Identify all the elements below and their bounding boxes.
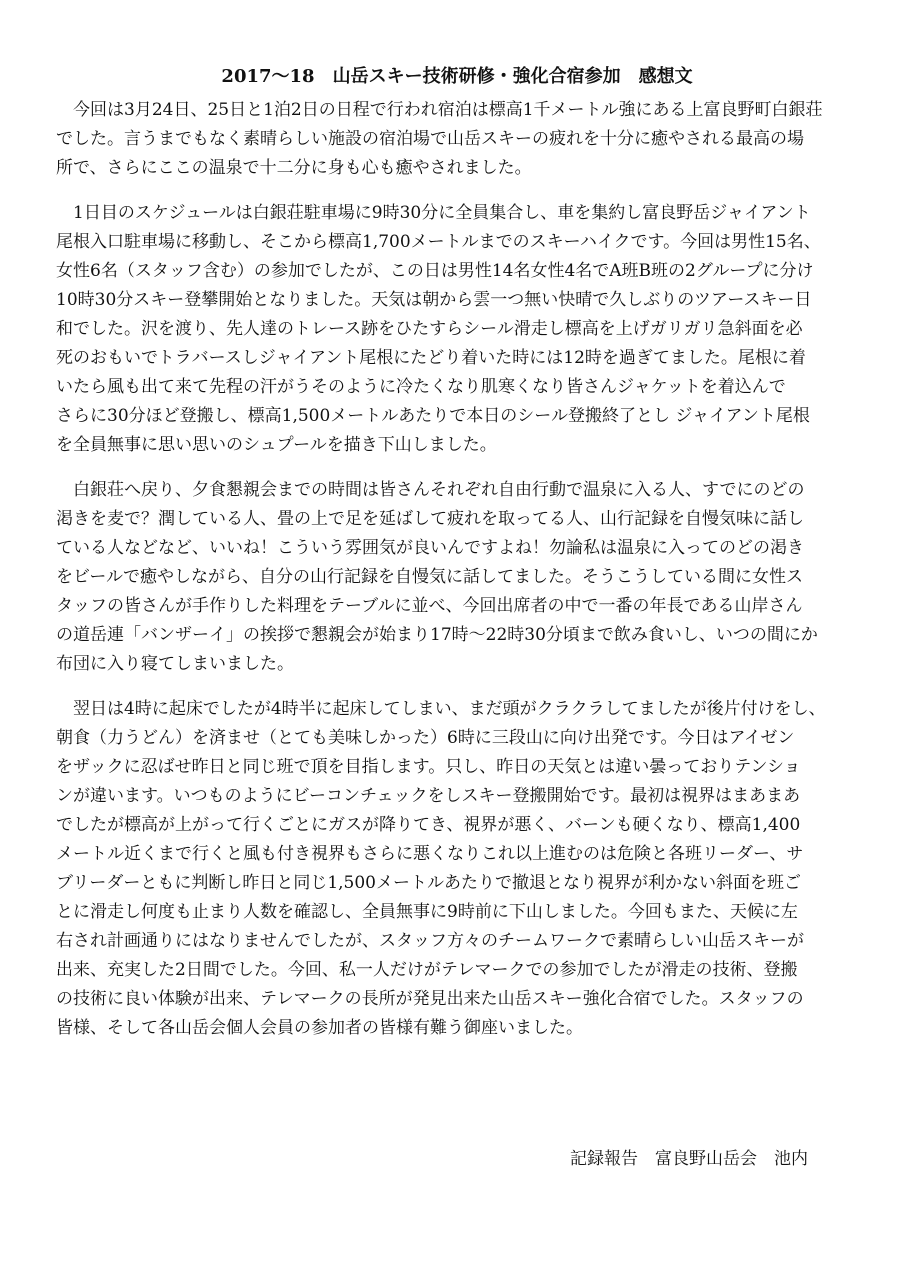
document-title: 2017～18 山岳スキー技術研修・強化合宿参加 感想文 (221, 66, 693, 87)
paragraph-day-two: 翌日は4時に起床でしたが4時半に起床してしまい、まだ頭がクラクラしてましたが後片付けをし、 朝食（力うどん）を済ませ（とても美味しかった）6時に三段山に向け出発です。今日はアイゼン をザックに忍ばせ昨日と同じ班で頂を目指します。只し、昨日の天気とは違い曇っておりテンショ ンが違います。いつものようにビーコンチェックをしスキー登搬開始です。最初は視界はまあまあ でしたが標高が上がって行くごとにガスが降りてき、視界が悪く、バーンも硬くなり、標高1,400 メートル近くまで行くと風も付き視界もさらに悪くなりこれ以上進むのは危険と各班リーダー、サ ブリーダーともに判断し昨日と同じ1,500メートルあたりで撤退となり視界が利かない斜面を班ご とに滑走し何度も止まり人数を確認し、全員無事に9時前に下山しました。今回もまた、天候に左 右され計画通りにはなりませんでしたが、スタッフ方々のチームワークで素晴らしい山岳スキーが 出来、充実した2日間でした。今回、私一人だけがテレマークでの参加でしたが滑走の技術、登搬 の技術に良い体験が出来、テレマークの長所が発見出来た山岳スキー強化合宿でした。スタッフの 皆様、そして各山岳会個人会員の参加者の皆様有難う御座いました。 (56, 699, 826, 1038)
paragraph-day-one: 1日目のスケジュールは白銀荘駐車場に9時30分に全員集合し、車を集約し富良野岳ジャイアント 尾根入口駐車場に移動し、そこから標高1,700メートルまでのスキーハイクです。今回は男性15名、 女性6名（スタッフ含む）の参加でしたが、この日は男性14名女性4名でA班B班の2グループに分け 10時30分スキー登攀開始となりました。天気は朝から雲一つ無い快晴で久しぶりのツアースキー日 和でした。沢を渡り、先人達のトレース跡をひたすらシール滑走し標高を上げガリガリ急斜面を必 死のおもいでトラバースしジャイアント尾根にたどり着いた時には12時を過ぎてました。尾根に着 いたら風も出て来て先程の汗がうそのように冷たくなり肌寒くなり皆さんジャケットを着込んで さらに30分ほど登搬し、標高1,500メートルあたりで本日のシール登搬終了とし ジャイアント尾根 を全員無事に思い思いのシュプールを描き下山しました。 (56, 203, 821, 455)
report-signature: 記録報告 富良野山岳会 池内 (570, 1149, 808, 1169)
paragraph-evening: 白銀荘へ戻り、夕食懇親会までの時間は皆さんそれぞれ自由行動で温泉に入る人、すでにのどの 渇きを麦で？潤している人、畳の上で足を延ばして疲れを取ってる人、山行記録を自慢気味に話し ている人などなど、いいね！こういう雰囲気が良いんですよね！勿論私は温泉に入ってのどの渇き をビールで癒やしながら、自分の山行記録を自慢気に話してました。そうこうしている間に女性ス タッフの皆さんが手作りした料理をテーブルに並べ、今回出席者の中で一番の年長である山岸さん の道岳連「バンザーイ」の挨拶で懇親会が始まり17時～22時30分頃まで飲み食いし、いつの間にか 布団に入り寝てしまいました。 (56, 480, 818, 674)
paragraph-arrival: 今回は3月24日、25日と1泊2日の日程で行われ宿泊は標高1千メートル強にある上富良野町白銀荘 でした。言うまでもなく素晴らしい施設の宿泊場で山岳スキーの疲れを十分に癒やされる最高の場 所で、さらにここの温泉で十二分に身も心も癒やされました。 (56, 100, 823, 178)
